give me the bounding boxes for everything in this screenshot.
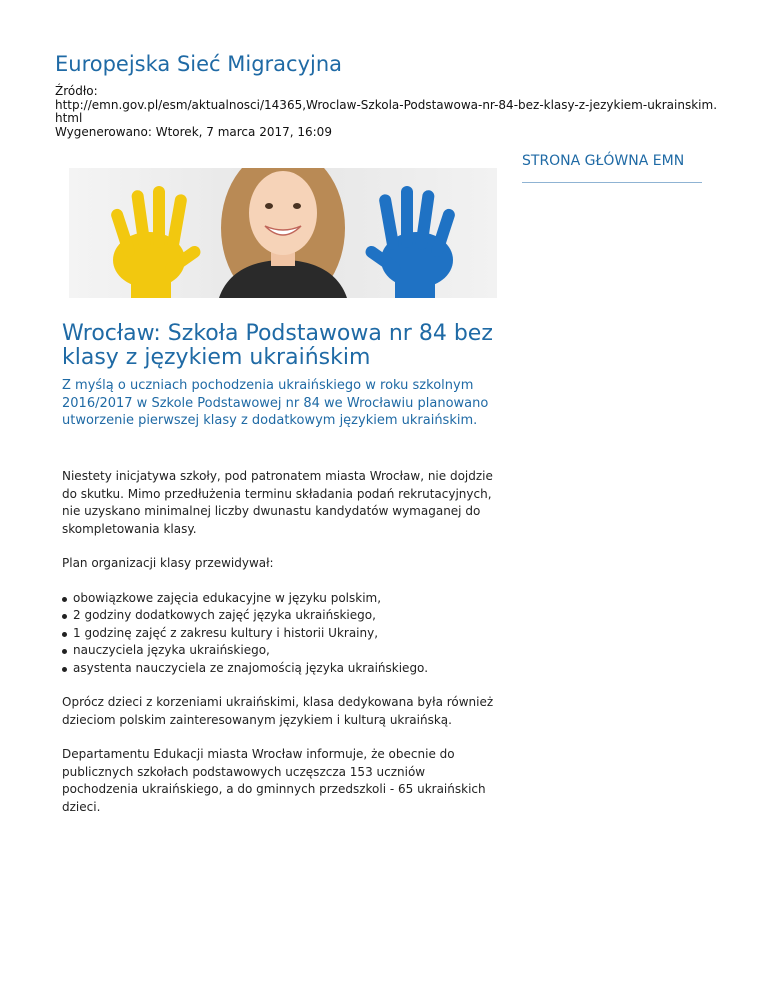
photo-girl-painted-hands-icon (69, 168, 497, 298)
article-body (62, 468, 502, 833)
bullet-icon (62, 632, 67, 637)
list-item-text: asystenta nauczyciela ze znajomością języka ukraińskiego. (73, 660, 429, 675)
article-lead: Z myślą o uczniach pochodzenia ukraińskiego w roku szkolnym 2016/2017 w Szkole Podstawowej nr 84 we Wrocławiu planowano utworzenie pierwszej klasy z dodatkowym językiem ukraińskim. (62, 378, 489, 428)
paragraph: Departamentu Edukacji miasta Wrocław informuje, że obecnie do publicznych szkołach podstawowych uczęszcza 153 uczniów pochodzenia ukraińskiego, a do gminnych przedszkoli - 65 ukraińskich dzieci. (62, 747, 486, 814)
source-label: Źródło: (55, 84, 98, 98)
nav-divider (522, 182, 702, 183)
list-item-text: 1 godzinę zajęć z zakresu kultury i historii Ukrainy, (73, 625, 379, 640)
bullet-icon (62, 649, 67, 654)
paragraph: Niestety inicjatywa szkoły, pod patronatem miasta Wrocław, nie dojdzie do skutku. Mimo przedłużenia terminu składania podań rekrutacyjnych, nie uzyskano minimalnej liczby dwunastu kandydatów wymaganej do skompletowania klasy. (62, 469, 493, 536)
source-meta (55, 85, 720, 139)
source-url[interactable]: http://emn.gov.pl/esm/aktualnosci/14365,Wroclaw-Szkola-Podstawowa-nr-84-bez-klasy-z-jezykiem-ukrainskim.html (55, 97, 718, 125)
list-item (62, 642, 502, 660)
paragraph: Plan organizacji klasy przewidywał: (62, 556, 274, 570)
list-item-text: 2 godziny dodatkowych zajęć języka ukraińskiego, (73, 608, 376, 622)
plan-list (62, 590, 502, 678)
site-title[interactable]: Europejska Sieć Migracyjna (55, 52, 343, 76)
list-item-text: nauczyciela języka ukraińskiego, (73, 643, 270, 657)
bullet-icon (62, 614, 67, 619)
paragraph: Oprócz dzieci z korzeniami ukraińskimi, klasa dedykowana była również dzieciom polskim zainteresowanym językiem i kulturą ukraińską. (62, 695, 494, 727)
bullet-icon (62, 667, 67, 672)
bullet-icon (62, 597, 67, 602)
article-title: Wrocław: Szkoła Podstawowa nr 84 bez klasy z językiem ukraińskim (62, 321, 493, 370)
hero-image (69, 168, 497, 298)
list-item-text: obowiązkowe zajęcia edukacyjne w języku polskim, (73, 590, 382, 605)
list-item (62, 607, 502, 625)
home-link[interactable]: STRONA GŁÓWNA EMN (522, 153, 685, 169)
generated-timestamp: Wygenerowano: Wtorek, 7 marca 2017, 16:09 (55, 124, 332, 139)
list-item (62, 660, 502, 678)
list-item (62, 590, 502, 608)
list-item (62, 625, 502, 643)
